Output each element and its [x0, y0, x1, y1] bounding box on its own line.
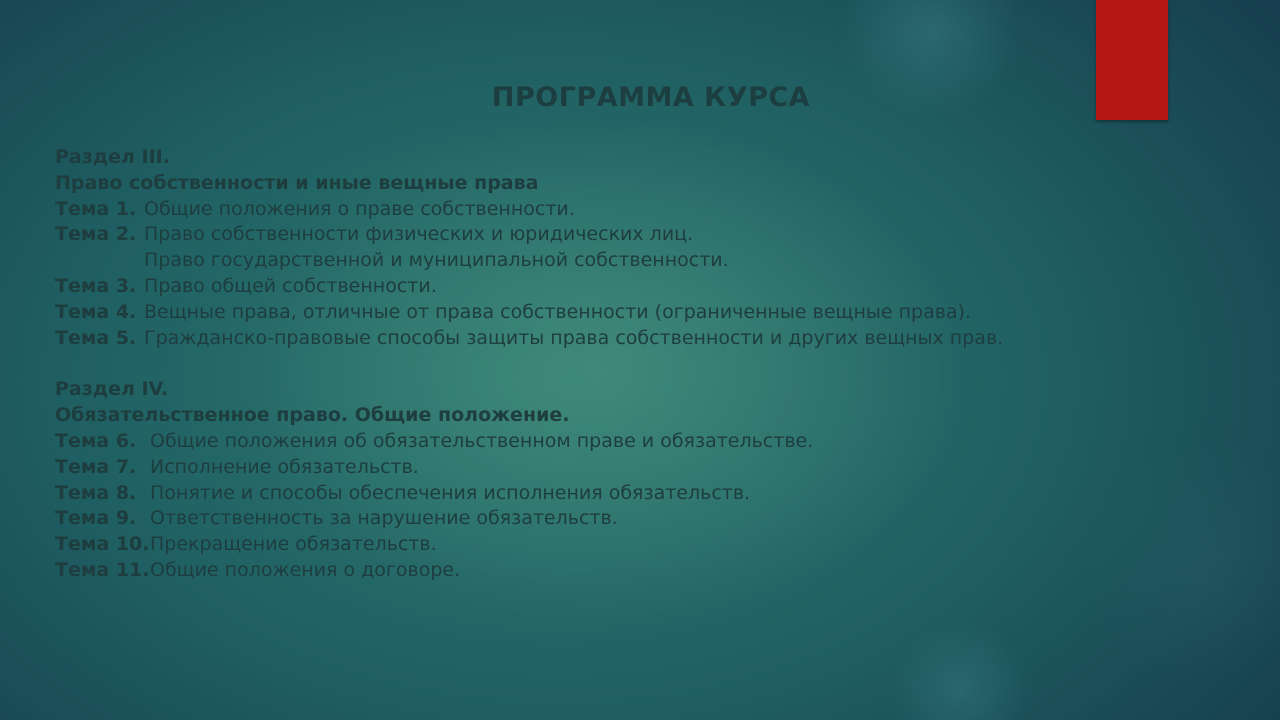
section-3-subtitle: Право собственности и иные вещные права [55, 171, 539, 194]
slide-title: ПРОГРАММА КУРСА [491, 82, 811, 113]
topic-row [55, 558, 1155, 584]
course-program-content [55, 145, 1155, 584]
topic-row [55, 455, 1155, 481]
topic-label: Тема 7. [55, 455, 137, 478]
topic-text: Общие положения о договоре. [150, 558, 461, 581]
topic-row [55, 274, 1155, 300]
topic-label: Тема 3. [55, 274, 137, 297]
topic-label: Тема 11. [55, 558, 150, 581]
section-3 [55, 145, 1155, 351]
topic-text: Общие положения о праве собственности. [144, 197, 575, 220]
topic-label: Тема 9. [55, 507, 137, 530]
section-4 [55, 377, 1155, 583]
topic-label: Тема 8. [55, 481, 137, 504]
topic-row [55, 506, 1155, 532]
topic-text: Право государственной и муниципальной собственности. [144, 249, 729, 272]
topic-row [55, 222, 1155, 248]
topic-text: Право общей собственности. [144, 274, 437, 297]
topic-label: Тема 5. [55, 326, 137, 349]
topic-row [55, 481, 1155, 507]
topic-row [55, 429, 1155, 455]
topic-text: Ответственность за нарушение обязательств. [150, 507, 618, 530]
topic-text: Право собственности физических и юридических лиц. [144, 223, 694, 246]
topic-text: Прекращение обязательств. [150, 533, 437, 556]
topic-label: Тема 10. [55, 533, 150, 556]
topic-label: Тема 1. [55, 197, 137, 220]
section-3-heading: Раздел III. [55, 146, 170, 168]
topic-label: Тема 6. [55, 429, 137, 452]
topic-row [55, 300, 1155, 326]
topic-text: Исполнение обязательств. [150, 455, 419, 478]
topic-row [55, 326, 1155, 352]
topic-text: Общие положения об обязательственном праве и обязательстве. [150, 429, 814, 452]
topic-text: Понятие и способы обеспечения исполнения обязательств. [150, 481, 751, 504]
topic-row [55, 197, 1155, 223]
section-4-heading: Раздел IV. [55, 378, 169, 401]
topic-text: Вещные права, отличные от права собственности (ограниченные вещные права). [144, 300, 972, 323]
topic-label: Тема 2. [55, 223, 137, 246]
topic-label: Тема 4. [55, 300, 137, 323]
section-spacer [55, 351, 1155, 377]
topic-text: Гражданско-правовые способы защиты права собственности и других вещных прав. [144, 326, 1004, 349]
section-4-subtitle: Обязательственное право. Общие положение. [55, 404, 570, 427]
topic-row [55, 532, 1155, 558]
topic-row [55, 248, 1155, 274]
